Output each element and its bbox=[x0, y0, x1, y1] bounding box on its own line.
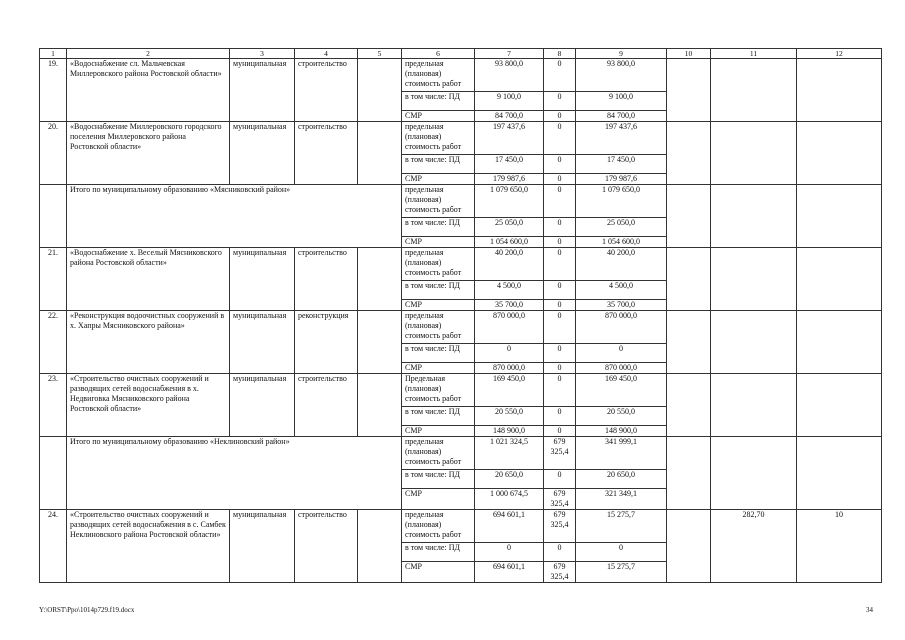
value-col8: 679 325,4 bbox=[544, 510, 576, 543]
col10-cell bbox=[667, 374, 711, 437]
col5-cell bbox=[358, 510, 402, 583]
col10-cell bbox=[667, 59, 711, 122]
col5-cell bbox=[358, 248, 402, 311]
cost-label: предельная (плановая) стоимость работ bbox=[402, 510, 475, 543]
col11-cell: 282,70 bbox=[711, 510, 797, 583]
value-total: 179 987,6 bbox=[475, 174, 544, 185]
object-row bbox=[40, 122, 882, 155]
value-col9: 4 500,0 bbox=[576, 281, 667, 300]
value-col9: 25 050,0 bbox=[576, 218, 667, 237]
value-col8: 0 bbox=[544, 281, 576, 300]
col-header: 3 bbox=[230, 49, 295, 59]
col10-cell bbox=[667, 122, 711, 185]
col-header: 2 bbox=[67, 49, 230, 59]
col11-cell bbox=[711, 185, 797, 248]
cost-label: в том числе: ПД bbox=[402, 407, 475, 426]
footer-file-path: Y:\ORST\Ppo\1014p729.f19.docx bbox=[39, 606, 135, 614]
value-col8: 0 bbox=[544, 174, 576, 185]
col10-cell bbox=[667, 311, 711, 374]
col5-cell bbox=[358, 59, 402, 122]
cost-label: предельная (плановая) стоимость работ bbox=[402, 185, 475, 218]
value-col8: 0 bbox=[544, 111, 576, 122]
value-total: 4 500,0 bbox=[475, 281, 544, 300]
investment-table bbox=[39, 48, 882, 583]
col-header: 9 bbox=[576, 49, 667, 59]
value-col8: 0 bbox=[544, 300, 576, 311]
value-col9: 35 700,0 bbox=[576, 300, 667, 311]
value-col9: 169 450,0 bbox=[576, 374, 667, 407]
value-col9: 870 000,0 bbox=[576, 363, 667, 374]
value-col9: 1 054 600,0 bbox=[576, 237, 667, 248]
value-total: 17 450,0 bbox=[475, 155, 544, 174]
col10-cell bbox=[667, 185, 711, 248]
total-row bbox=[40, 185, 882, 218]
row-number: 21. bbox=[40, 248, 67, 311]
value-total: 0 bbox=[475, 543, 544, 562]
value-col9: 0 bbox=[576, 543, 667, 562]
cost-label: СМР bbox=[402, 363, 475, 374]
cost-label: предельная (плановая) стоимость работ bbox=[402, 311, 475, 344]
value-col8: 0 bbox=[544, 92, 576, 111]
value-col9: 20 550,0 bbox=[576, 407, 667, 426]
value-total: 169 450,0 bbox=[475, 374, 544, 407]
work-type: строительство bbox=[295, 374, 358, 437]
value-col8: 0 bbox=[544, 311, 576, 344]
value-col9: 148 900,0 bbox=[576, 426, 667, 437]
cost-label: в том числе: ПД bbox=[402, 344, 475, 363]
value-total: 25 050,0 bbox=[475, 218, 544, 237]
value-col9: 0 bbox=[576, 344, 667, 363]
object-row bbox=[40, 374, 882, 407]
value-col9: 17 450,0 bbox=[576, 155, 667, 174]
col5-cell bbox=[358, 122, 402, 185]
cost-label: СМР bbox=[402, 562, 475, 583]
row-number: 24. bbox=[40, 510, 67, 583]
value-col8: 0 bbox=[544, 237, 576, 248]
value-total: 40 200,0 bbox=[475, 248, 544, 281]
value-total: 694 601,1 bbox=[475, 562, 544, 583]
value-col8: 0 bbox=[544, 344, 576, 363]
value-total: 1 021 324,5 bbox=[475, 437, 544, 470]
page-number: 34 bbox=[866, 606, 873, 614]
value-total: 20 650,0 bbox=[475, 470, 544, 489]
value-total: 870 000,0 bbox=[475, 311, 544, 344]
object-name: «Строительство очистных сооружений и разводящих сетей водоснабжения в с. Самбек Неклиновского района Ростовской области» bbox=[67, 510, 230, 583]
value-col9: 1 079 650,0 bbox=[576, 185, 667, 218]
value-col8: 0 bbox=[544, 426, 576, 437]
col12-cell bbox=[797, 374, 882, 437]
value-total: 93 800,0 bbox=[475, 59, 544, 92]
col10-cell bbox=[667, 248, 711, 311]
object-row bbox=[40, 311, 882, 344]
total-row bbox=[40, 437, 882, 470]
total-spacer bbox=[40, 185, 67, 248]
total-label: Итого по муниципальному образованию «Неклиновский район» bbox=[67, 437, 402, 510]
value-col8: 0 bbox=[544, 248, 576, 281]
object-row bbox=[40, 248, 882, 281]
cost-label: предельная (плановая) стоимость работ bbox=[402, 59, 475, 92]
cost-label: СМР bbox=[402, 111, 475, 122]
row-number: 20. bbox=[40, 122, 67, 185]
col5-cell bbox=[358, 311, 402, 374]
object-name: «Водоснабжение Миллеровского городского поселения Миллеровского района Ростовской области» bbox=[67, 122, 230, 185]
col-header: 4 bbox=[295, 49, 358, 59]
col12-cell bbox=[797, 437, 882, 510]
col12-cell: 10 bbox=[797, 510, 882, 583]
col12-cell bbox=[797, 185, 882, 248]
work-type: строительство bbox=[295, 510, 358, 583]
row-number: 22. bbox=[40, 311, 67, 374]
value-col8: 0 bbox=[544, 363, 576, 374]
cost-label: СМР bbox=[402, 489, 475, 510]
col12-cell bbox=[797, 59, 882, 122]
col11-cell bbox=[711, 374, 797, 437]
object-name: «Водоснабжение х. Веселый Мясниковского района Ростовской области» bbox=[67, 248, 230, 311]
value-total: 694 601,1 bbox=[475, 510, 544, 543]
object-name: «Водоснабжение сл. Мальчевская Миллеровского района Ростовской области» bbox=[67, 59, 230, 122]
cost-label: предельная (плановая) стоимость работ bbox=[402, 122, 475, 155]
value-col9: 870 000,0 bbox=[576, 311, 667, 344]
row-number: 19. bbox=[40, 59, 67, 122]
value-col8: 679 325,4 bbox=[544, 437, 576, 470]
value-col8: 0 bbox=[544, 59, 576, 92]
cost-label: СМР bbox=[402, 237, 475, 248]
value-total: 870 000,0 bbox=[475, 363, 544, 374]
ownership-form: муниципальная bbox=[230, 59, 295, 122]
cost-label: СМР bbox=[402, 426, 475, 437]
value-total: 1 000 674,5 bbox=[475, 489, 544, 510]
cost-label: предельная (плановая) стоимость работ bbox=[402, 437, 475, 470]
ownership-form: муниципальная bbox=[230, 248, 295, 311]
col-header: 11 bbox=[711, 49, 797, 59]
col11-cell bbox=[711, 59, 797, 122]
value-col8: 0 bbox=[544, 185, 576, 218]
cost-label: в том числе: ПД bbox=[402, 281, 475, 300]
work-type: реконструкция bbox=[295, 311, 358, 374]
ownership-form: муниципальная bbox=[230, 311, 295, 374]
value-col9: 15 275,7 bbox=[576, 562, 667, 583]
ownership-form: муниципальная bbox=[230, 510, 295, 583]
col11-cell bbox=[711, 437, 797, 510]
col12-cell bbox=[797, 122, 882, 185]
value-col9: 40 200,0 bbox=[576, 248, 667, 281]
work-type: строительство bbox=[295, 59, 358, 122]
col12-cell bbox=[797, 311, 882, 374]
value-col8: 679 325,4 bbox=[544, 562, 576, 583]
row-number: 23. bbox=[40, 374, 67, 437]
work-type: строительство bbox=[295, 122, 358, 185]
column-number-row bbox=[40, 49, 882, 59]
cost-label: в том числе: ПД bbox=[402, 155, 475, 174]
value-col8: 0 bbox=[544, 543, 576, 562]
object-name: «Строительство очистных сооружений и разводящих сетей водоснабжения в х. Недвиговка Мясниковского района Ростовской области» bbox=[67, 374, 230, 437]
value-col8: 0 bbox=[544, 407, 576, 426]
col10-cell bbox=[667, 510, 711, 583]
value-col8: 0 bbox=[544, 122, 576, 155]
col-header: 12 bbox=[797, 49, 882, 59]
value-total: 35 700,0 bbox=[475, 300, 544, 311]
col11-cell bbox=[711, 248, 797, 311]
value-col9: 179 987,6 bbox=[576, 174, 667, 185]
cost-label: в том числе: ПД bbox=[402, 218, 475, 237]
col-header: 6 bbox=[402, 49, 475, 59]
object-row bbox=[40, 510, 882, 543]
value-total: 1 054 600,0 bbox=[475, 237, 544, 248]
col5-cell bbox=[358, 374, 402, 437]
value-col8: 0 bbox=[544, 218, 576, 237]
total-spacer bbox=[40, 437, 67, 510]
value-col9: 20 650,0 bbox=[576, 470, 667, 489]
col-header: 5 bbox=[358, 49, 402, 59]
col11-cell bbox=[711, 122, 797, 185]
value-total: 197 437,6 bbox=[475, 122, 544, 155]
total-label: Итого по муниципальному образованию «Мясниковский район» bbox=[67, 185, 402, 248]
value-col9: 321 349,1 bbox=[576, 489, 667, 510]
value-col8: 679 325,4 bbox=[544, 489, 576, 510]
value-total: 9 100,0 bbox=[475, 92, 544, 111]
value-col8: 0 bbox=[544, 155, 576, 174]
col10-cell bbox=[667, 437, 711, 510]
cost-label: Предельная (плановая) стоимость работ bbox=[402, 374, 475, 407]
col-header: 1 bbox=[40, 49, 67, 59]
work-type: строительство bbox=[295, 248, 358, 311]
value-col9: 84 700,0 bbox=[576, 111, 667, 122]
cost-label: в том числе: ПД bbox=[402, 92, 475, 111]
cost-label: СМР bbox=[402, 174, 475, 185]
object-row bbox=[40, 59, 882, 92]
value-total: 84 700,0 bbox=[475, 111, 544, 122]
cost-label: в том числе: ПД bbox=[402, 543, 475, 562]
cost-label: в том числе: ПД bbox=[402, 470, 475, 489]
ownership-form: муниципальная bbox=[230, 374, 295, 437]
value-total: 0 bbox=[475, 344, 544, 363]
object-name: «Реконструкция водоочистных сооружений в х. Хапры Мясниковского района» bbox=[67, 311, 230, 374]
col11-cell bbox=[711, 311, 797, 374]
value-col8: 0 bbox=[544, 374, 576, 407]
value-col9: 341 999,1 bbox=[576, 437, 667, 470]
value-col9: 93 800,0 bbox=[576, 59, 667, 92]
col-header: 10 bbox=[667, 49, 711, 59]
value-col9: 197 437,6 bbox=[576, 122, 667, 155]
value-total: 1 079 650,0 bbox=[475, 185, 544, 218]
ownership-form: муниципальная bbox=[230, 122, 295, 185]
col-header: 7 bbox=[475, 49, 544, 59]
cost-label: предельная (плановая) стоимость работ bbox=[402, 248, 475, 281]
col12-cell bbox=[797, 248, 882, 311]
value-col9: 15 275,7 bbox=[576, 510, 667, 543]
cost-label: СМР bbox=[402, 300, 475, 311]
value-total: 20 550,0 bbox=[475, 407, 544, 426]
value-col9: 9 100,0 bbox=[576, 92, 667, 111]
col-header: 8 bbox=[544, 49, 576, 59]
value-col8: 0 bbox=[544, 470, 576, 489]
value-total: 148 900,0 bbox=[475, 426, 544, 437]
